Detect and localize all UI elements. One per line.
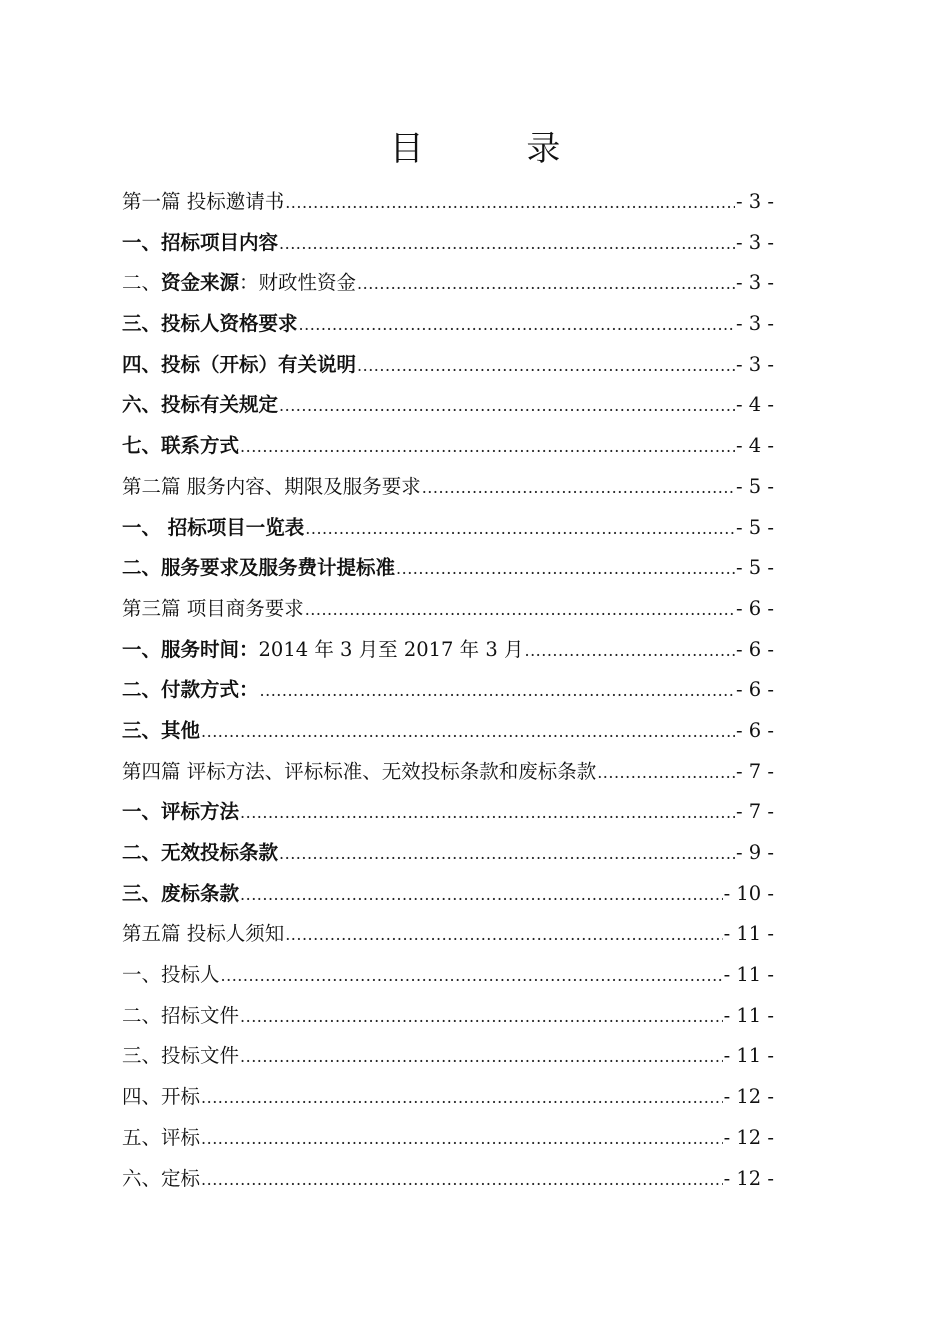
- toc-page-number: - 11 -: [723, 922, 774, 946]
- toc-entry-label: [122, 792, 239, 833]
- toc-entry-label: [122, 508, 304, 549]
- toc-entry[interactable]: [122, 670, 774, 711]
- toc-page-number: - 4 -: [736, 434, 774, 458]
- toc-dot-leader: [597, 753, 735, 794]
- toc-entry-label-part: 二、服务要求及服务费计提标准: [122, 556, 396, 580]
- toc-entry-label-part: 第三篇 项目商务要求: [122, 596, 304, 620]
- toc-entry-label-part: 六、定标: [122, 1166, 201, 1190]
- toc-entry-label: [122, 955, 220, 996]
- toc-dot-leader: [305, 590, 735, 631]
- toc-entry-label: [122, 874, 239, 915]
- toc-entry-label-part: 三、其他: [122, 718, 201, 742]
- toc-dot-leader: [299, 305, 736, 346]
- toc-dot-leader: [279, 834, 735, 875]
- toc-dot-leader: [240, 427, 735, 468]
- toc-entry-label-part: 三、废标条款: [122, 881, 240, 905]
- toc-entry-label-part: 资金来源: [161, 271, 240, 295]
- toc-entry-label-part: 第一篇 投标邀请书: [122, 190, 285, 213]
- toc-entry[interactable]: [122, 508, 774, 549]
- toc-entry-label-part: 一、服务时间：: [122, 637, 259, 661]
- toc-page-number: - 9 -: [736, 841, 774, 864]
- toc-entry[interactable]: [122, 1077, 774, 1118]
- toc-dot-leader: [260, 671, 736, 712]
- toc-entry-label: [122, 467, 421, 508]
- toc-page-number: - 3 -: [736, 312, 774, 336]
- toc-entry[interactable]: [122, 426, 774, 467]
- toc-entry[interactable]: [122, 996, 774, 1037]
- toc-entry[interactable]: [122, 304, 774, 345]
- toc-dot-leader: [279, 224, 735, 265]
- toc-entry-label-part: 一、招标项目内容: [122, 230, 279, 254]
- toc-dot-leader: [201, 712, 735, 753]
- toc-entry-label-part: 一、 招标项目一览表: [122, 515, 305, 539]
- toc-entry-label: [122, 752, 596, 793]
- toc-page-number: - 6 -: [736, 678, 774, 702]
- toc-entry-label: [122, 833, 278, 874]
- toc-entry-label: [122, 711, 200, 752]
- toc-title: 目 录: [389, 129, 607, 169]
- toc-entry-label: [122, 548, 395, 589]
- toc-page-number: - 11 -: [723, 1044, 774, 1068]
- toc-entry[interactable]: [122, 914, 774, 955]
- toc-entry-label: [122, 1036, 239, 1077]
- toc-entry-label: [122, 385, 278, 426]
- toc-page-number: - 3 -: [736, 271, 774, 295]
- toc-entry-label-part: 七、联系方式: [122, 434, 240, 458]
- toc-entry-label: [122, 1077, 200, 1118]
- toc-page-number: - 6 -: [736, 718, 774, 742]
- toc-dot-leader: [524, 631, 735, 672]
- toc-entry-label-part: 三、投标人资格要求: [122, 312, 298, 336]
- toc-entry-label: [122, 263, 356, 304]
- toc-page-number: - 3 -: [736, 352, 774, 376]
- toc-entry[interactable]: [122, 223, 774, 264]
- toc-entry-label: [122, 914, 284, 955]
- toc-page-number: - 12 -: [723, 1125, 774, 1149]
- toc-entry-label-part: 五、评标: [122, 1125, 201, 1149]
- toc-page-number: - 6 -: [736, 637, 774, 661]
- toc-entry[interactable]: [122, 263, 774, 304]
- toc-page-number: - 5 -: [736, 474, 774, 498]
- toc-entry-label-part: 二、付款方式：: [122, 678, 259, 702]
- toc-entry[interactable]: [122, 589, 774, 630]
- toc-list: [122, 182, 774, 1199]
- toc-dot-leader: [240, 793, 735, 834]
- toc-dot-leader: [422, 468, 735, 509]
- toc-entry[interactable]: [122, 1118, 774, 1159]
- toc-page-number: - 4 -: [736, 393, 774, 417]
- toc-entry-label-part: 二、招标文件: [122, 1003, 240, 1027]
- toc-page-number: - 10 -: [723, 881, 774, 905]
- toc-entry[interactable]: [122, 752, 774, 793]
- toc-entry-label: [122, 304, 298, 345]
- toc-entry-label-part: 六、投标有关规定: [122, 393, 279, 417]
- toc-entry-label-part: 第二篇 服务内容、期限及服务要求: [122, 474, 421, 498]
- toc-page-number: - 3 -: [736, 230, 774, 254]
- toc-dot-leader: [240, 875, 723, 916]
- toc-dot-leader: [396, 549, 735, 590]
- toc-entry-label-part: 三、投标文件: [122, 1044, 240, 1068]
- toc-dot-leader: [305, 509, 735, 550]
- toc-entry[interactable]: [122, 385, 774, 426]
- toc-dot-leader: [201, 1119, 723, 1160]
- toc-entry-label-part: 一、评标方法: [122, 800, 240, 824]
- toc-page-number: - 5 -: [736, 515, 774, 539]
- toc-entry[interactable]: [122, 345, 774, 386]
- toc-dot-leader: [240, 1037, 723, 1078]
- toc-dot-leader: [201, 1160, 723, 1201]
- toc-entry[interactable]: [122, 833, 774, 874]
- toc-page-number: - 6 -: [736, 596, 774, 620]
- toc-entry-label-part: ：财政性资金: [239, 271, 357, 295]
- toc-dot-leader: [240, 997, 723, 1038]
- toc-entry[interactable]: [122, 182, 774, 223]
- toc-entry-label-part: 2014 年 3 月至 2017 年 3 月: [258, 637, 524, 661]
- toc-entry-label-part: 二、: [122, 271, 162, 295]
- toc-dot-leader: [285, 183, 735, 224]
- toc-page-number: - 7 -: [736, 759, 774, 783]
- toc-entry-label: [122, 345, 356, 386]
- toc-entry[interactable]: [122, 467, 774, 508]
- toc-entry[interactable]: [122, 630, 774, 671]
- toc-dot-leader: [221, 956, 723, 997]
- toc-entry-label-part: 第五篇 投标人须知: [122, 922, 285, 946]
- toc-entry-label-part: 二、无效投标条款: [122, 841, 279, 864]
- toc-entry[interactable]: [122, 711, 774, 752]
- toc-entry-label: [122, 630, 523, 671]
- toc-entry-label: [122, 426, 239, 467]
- toc-page-number: - 5 -: [736, 556, 774, 580]
- toc-entry-label: [122, 670, 259, 711]
- toc-page-number: - 11 -: [723, 1003, 774, 1027]
- toc-dot-leader: [357, 346, 735, 387]
- toc-entry[interactable]: [122, 548, 774, 589]
- toc-dot-leader: [279, 386, 735, 427]
- toc-entry-label-part: 四、开标: [122, 1085, 201, 1109]
- toc-page-number: - 7 -: [736, 800, 774, 824]
- toc-entry[interactable]: [122, 955, 774, 996]
- toc-entry-label: [122, 1118, 200, 1159]
- toc-entry[interactable]: [122, 874, 774, 915]
- toc-page-number: - 12 -: [723, 1085, 774, 1109]
- toc-entry[interactable]: [122, 792, 774, 833]
- toc-entry-label: [122, 589, 304, 630]
- toc-entry-label: [122, 223, 278, 264]
- toc-entry-label: [122, 1159, 200, 1200]
- toc-entry-label-part: 四、投标（开标）有关说明: [122, 352, 357, 376]
- toc-page-number: - 11 -: [723, 963, 774, 987]
- toc-entry[interactable]: [122, 1159, 774, 1200]
- toc-entry-label: [122, 182, 284, 223]
- toc-entry[interactable]: [122, 1036, 774, 1077]
- toc-dot-leader: [285, 915, 722, 956]
- toc-page-number: - 12 -: [723, 1166, 774, 1190]
- toc-entry-label: [122, 996, 239, 1037]
- toc-page-number: - 3 -: [736, 190, 774, 213]
- toc-entry-label-part: 一、投标人: [122, 963, 220, 987]
- toc-dot-leader: [201, 1078, 723, 1119]
- toc-dot-leader: [357, 264, 735, 305]
- toc-entry-label-part: 第四篇 评标方法、评标标准、无效投标条款和废标条款: [122, 759, 597, 783]
